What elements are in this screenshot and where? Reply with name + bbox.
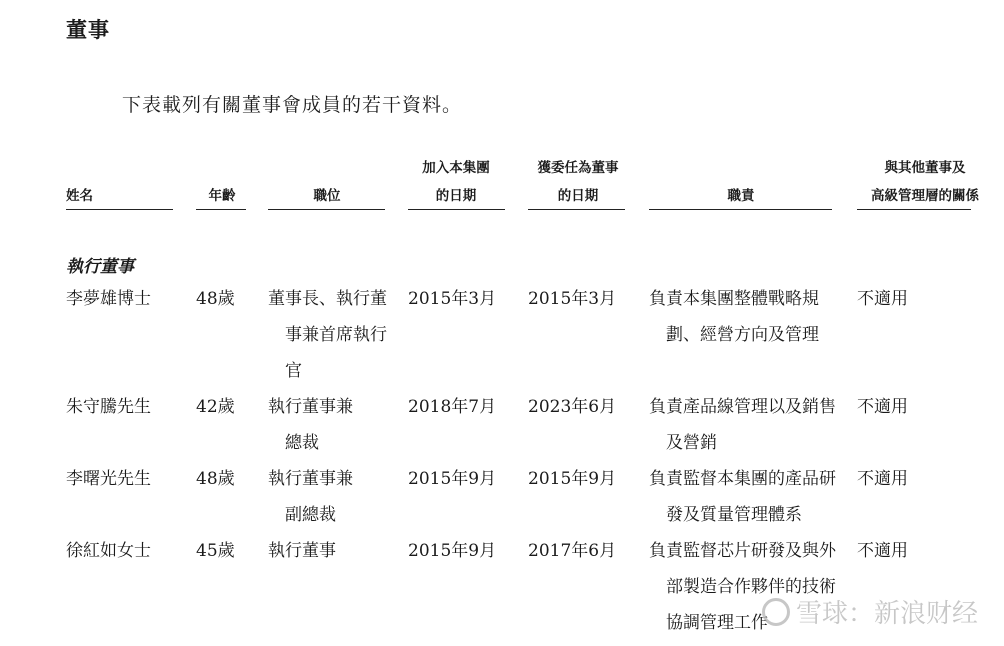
header-rule <box>857 209 971 210</box>
cell-responsibility: 負責本集團整體戰略規 劃、經營方向及管理 <box>649 289 819 345</box>
cell-join-date: 2015年9月 <box>408 541 497 561</box>
cell-join-date: 2015年9月 <box>408 469 497 489</box>
cell-relationship: 不適用 <box>857 289 908 309</box>
cell-age: 48歲 <box>196 289 235 309</box>
watermark <box>762 593 978 630</box>
header-responsibility: 職責 <box>727 188 755 204</box>
cell-age: 45歲 <box>196 541 235 561</box>
header-appoint-date: 獲委任為董事 的日期 <box>537 160 619 204</box>
intro-paragraph: 下表載列有關董事會成員的若干資料。 <box>122 94 463 116</box>
watermark-text: 雪球：新浪财经 <box>795 599 978 629</box>
cell-name: 徐紅如女士 <box>66 541 151 561</box>
cell-name: 朱守騰先生 <box>66 397 151 417</box>
header-join-date: 加入本集團 的日期 <box>422 160 490 204</box>
cell-join-date: 2018年7月 <box>408 397 497 417</box>
header-rule <box>268 209 385 210</box>
header-rule <box>649 209 832 210</box>
cell-name: 李夢雄博士 <box>66 289 151 309</box>
cell-appoint-date: 2015年3月 <box>528 289 617 309</box>
cell-position: 執行董事 <box>268 541 336 561</box>
cell-name: 李曙光先生 <box>66 469 151 489</box>
header-position: 職位 <box>313 188 341 204</box>
cell-responsibility: 負責監督本集團的產品研 發及質量管理體系 <box>649 469 836 525</box>
cell-age: 42歲 <box>196 397 235 417</box>
cell-position: 董事長、執行董 事兼首席執行 官 <box>268 289 387 381</box>
cell-position: 執行董事兼 副總裁 <box>268 469 353 525</box>
header-rule <box>528 209 625 210</box>
header-rule <box>66 209 173 210</box>
cell-relationship: 不適用 <box>857 541 908 561</box>
cell-appoint-date: 2017年6月 <box>528 541 617 561</box>
cell-age: 48歲 <box>196 469 235 489</box>
cell-relationship: 不適用 <box>857 469 908 489</box>
header-age: 年齡 <box>208 188 236 204</box>
cell-join-date: 2015年3月 <box>408 289 497 309</box>
header-name: 姓名 <box>66 188 93 204</box>
header-rule <box>408 209 505 210</box>
header-rule <box>196 209 246 210</box>
group-label-executive-directors: 執行董事 <box>66 257 134 277</box>
cell-appoint-date: 2023年6月 <box>528 397 617 417</box>
cell-relationship: 不適用 <box>857 397 908 417</box>
cell-position: 執行董事兼 總裁 <box>268 397 353 453</box>
header-relationship: 與其他董事及 高級管理層的關係 <box>871 160 979 204</box>
cell-responsibility: 負責監督芯片研發及與外 部製造合作夥伴的技術 協調管理工作 <box>649 541 836 633</box>
section-title: 董事 <box>66 18 110 42</box>
cell-responsibility: 負責產品線管理以及銷售 及營銷 <box>649 397 836 453</box>
snowball-logo-icon <box>762 598 790 626</box>
cell-appoint-date: 2015年9月 <box>528 469 617 489</box>
